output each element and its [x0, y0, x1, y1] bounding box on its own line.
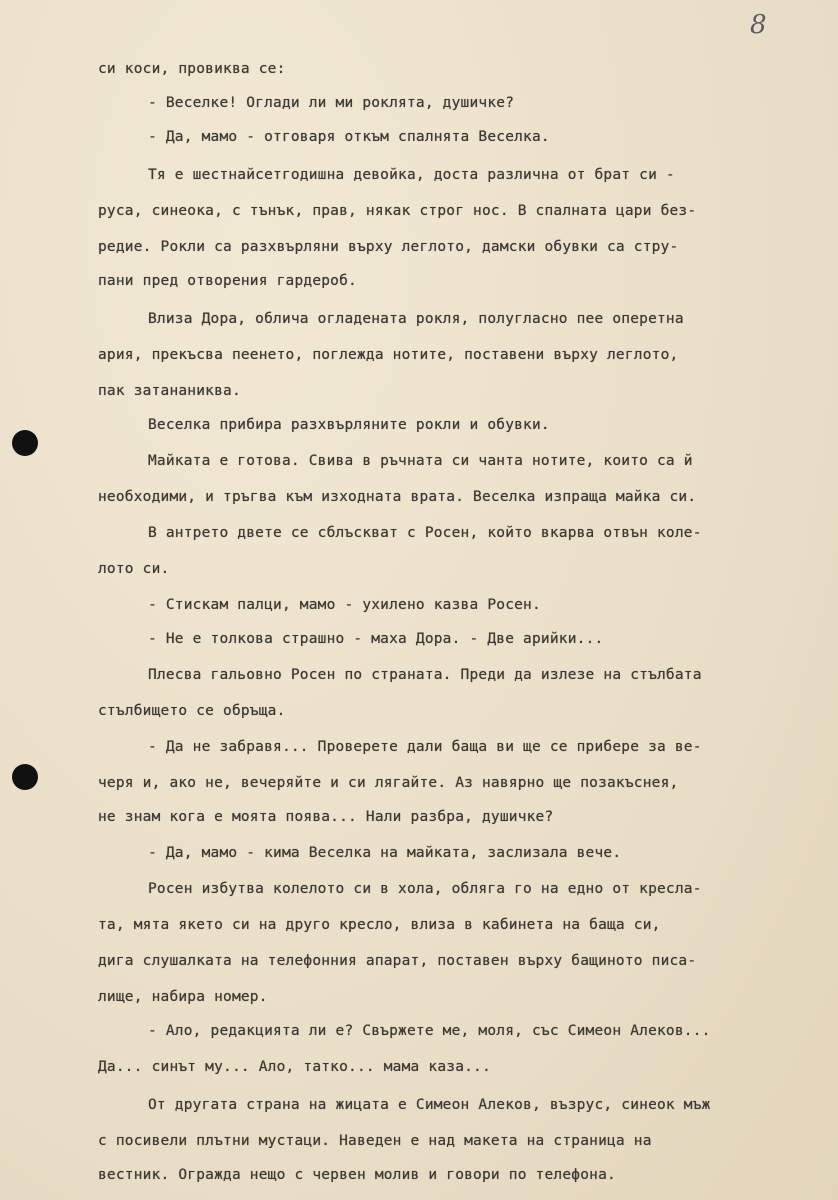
- text-line: - Ало, редакцията ли е? Свържете ме, моля, със Симеон Алеков...: [148, 1023, 711, 1039]
- punch-hole: [12, 764, 38, 790]
- text-line: - Не е толкова страшно - маха Дора. - Две арийки...: [148, 631, 604, 647]
- text-line: - Стискам палци, мамо - ухилено казва Росен.: [148, 597, 541, 613]
- text-line: стълбището се обръща.: [98, 703, 286, 719]
- text-line: лото си.: [98, 561, 170, 577]
- page-number: 8: [750, 10, 767, 40]
- text-line: Да... синът му... Ало, татко... мама каза...: [98, 1059, 491, 1075]
- text-line: редие. Рокли са разхвърляни върху леглото, дамски обувки са стру-: [98, 239, 679, 255]
- text-line: вестник. Огражда нещо с червен молив и говори по телефона.: [98, 1167, 616, 1183]
- text-line: В антрето двете се сблъскват с Росен, който вкарва отвън коле-: [148, 525, 702, 541]
- text-line: не знам кога е моята поява... Нали разбра, душичке?: [98, 809, 554, 825]
- text-line: - Да, мамо - отговаря откъм спалнята Веселка.: [148, 129, 550, 145]
- text-line: пани пред отворения гардероб.: [98, 273, 357, 289]
- text-line: От другата страна на жицата е Симеон Алеков, възрус, синеок мъж: [148, 1097, 711, 1113]
- text-line: - Да, мамо - кима Веселка на майката, заслизала вече.: [148, 845, 622, 861]
- text-line: Тя е шестнайсетгодишна девойка, доста различна от брат си -: [148, 167, 675, 183]
- text-line: Влиза Дора, облича огладената рокля, полугласно пее оперетна: [148, 311, 684, 327]
- text-line: Майката е готова. Свива в ръчната си чанта нотите, които са й: [148, 453, 693, 469]
- text-line: необходими, и тръгва към изходната врата. Веселка изпраща майка си.: [98, 489, 697, 505]
- text-line: си коси, провиква се:: [98, 61, 286, 77]
- text-line: та, мята якето си на друго кресло, влиза в кабинета на баща си,: [98, 917, 661, 933]
- text-line: - Да не забравя... Проверете дали баща ви ще се прибере за ве-: [148, 739, 702, 755]
- punch-hole: [12, 430, 38, 456]
- text-line: Веселка прибира разхвърляните рокли и обувки.: [148, 417, 550, 433]
- text-line: ария, прекъсва пеенето, поглежда нотите, поставени върху леглото,: [98, 347, 679, 363]
- text-line: с посивели плътни мустаци. Наведен е над макета на страница на: [98, 1133, 652, 1149]
- text-line: лище, набира номер.: [98, 989, 268, 1005]
- text-line: пак затананиква.: [98, 383, 241, 399]
- text-line: черя и, ако не, вечеряйте и си лягайте. Аз навярно ще позакъснея,: [98, 775, 679, 791]
- text-line: дига слушалката на телефонния апарат, поставен върху бащиното писа-: [98, 953, 697, 969]
- text-line: Плесва гальовно Росен по страната. Преди да излезе на стълбата: [148, 667, 702, 683]
- text-line: - Веселке! Оглади ли ми роклята, душичке?: [148, 95, 515, 111]
- text-line: руса, синеока, с тънък, прав, някак строг нос. В спалната цари без-: [98, 203, 697, 219]
- text-line: Росен избутва колелото си в хола, обляга го на едно от кресла-: [148, 881, 702, 897]
